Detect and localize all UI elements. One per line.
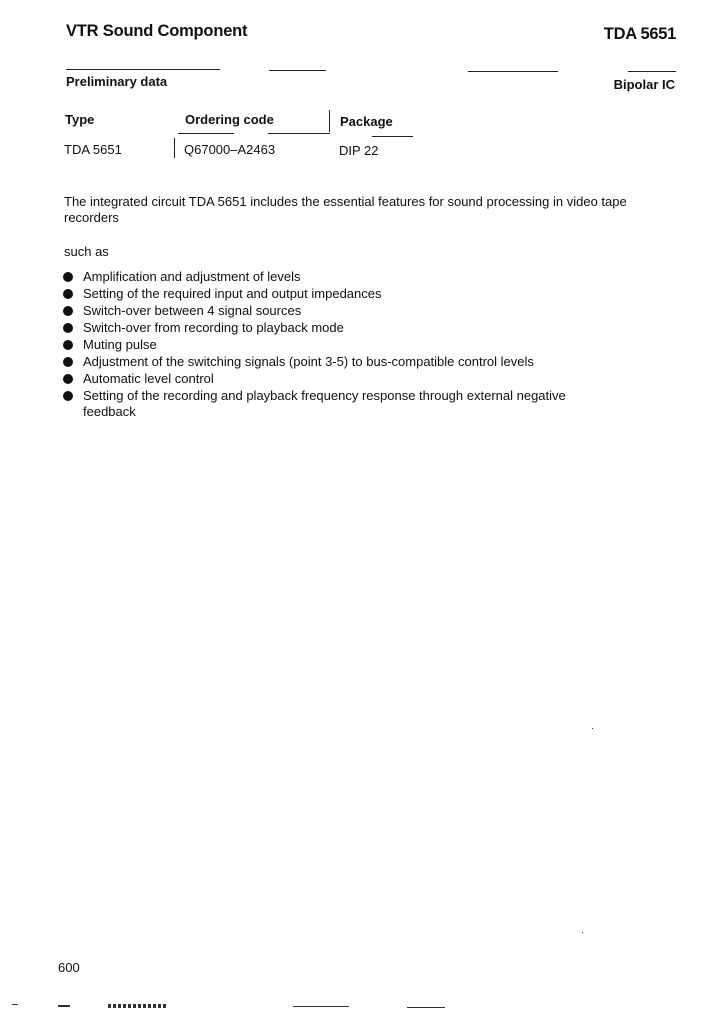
preliminary-data-label: Preliminary data [66,74,168,89]
table-header-ordering-code: Ordering code [185,112,274,127]
list-item [62,354,622,370]
header-rule-3 [468,71,558,72]
header-rule-1 [66,69,220,70]
bullet-icon [63,357,73,367]
page-number: 600 [58,960,80,975]
intro-paragraph: The integrated circuit TDA 5651 includes the essential features for sound processing in video tape recorders [64,194,627,225]
bullet-icon [63,272,73,282]
list-item [62,371,622,387]
list-item [62,388,622,420]
feature-text: Automatic level control [83,371,214,386]
list-item [62,337,622,353]
scan-artifact [12,1004,18,1005]
feature-text: Switch-over between 4 signal sources [83,303,302,318]
bullet-icon [63,340,73,350]
table-header-type: Type [65,112,95,127]
bullet-icon [63,374,73,384]
list-item [62,303,622,319]
table-column-divider-2 [329,110,330,132]
scan-artifact [293,1006,349,1007]
feature-text: Amplification and adjustment of levels [83,269,301,284]
table-cell-type: TDA 5651 [64,142,122,157]
bullet-icon [63,289,73,299]
features-lead-in: such as [64,244,109,259]
header-rule-2 [269,70,326,71]
document-title: VTR Sound Component [66,22,248,40]
bullet-icon [63,323,73,333]
table-header-package: Package [340,114,393,129]
ic-type-label: Bipolar IC [613,77,675,92]
bullet-icon [63,306,73,316]
bullet-icon [63,391,73,401]
list-item [62,269,622,285]
feature-list [62,269,622,421]
feature-text: Muting pulse [83,337,157,352]
part-number: TDA 5651 [603,25,676,43]
feature-text: Adjustment of the switching signals (point 3-5) to bus-compatible control levels [83,354,534,369]
feature-text: Setting of the recording and playback frequency response through external negative feedback [83,388,566,419]
table-column-divider-1 [174,138,175,158]
table-cell-ordering-code: Q67000–A2463 [184,142,276,157]
table-rule-2 [268,133,330,134]
feature-text: Switch-over from recording to playback mode [83,320,344,335]
scan-artifact [108,1004,166,1008]
table-rule-1 [178,133,234,134]
table-rule-3 [372,136,413,137]
scan-artifact [58,1005,70,1007]
list-item [62,286,622,302]
table-cell-package: DIP 22 [339,143,379,158]
list-item [62,320,622,336]
scan-artifact [592,728,593,729]
feature-text: Setting of the required input and output impedances [83,286,382,301]
header-rule-4 [628,71,676,72]
scan-artifact [582,932,583,933]
scan-artifact [407,1007,445,1008]
